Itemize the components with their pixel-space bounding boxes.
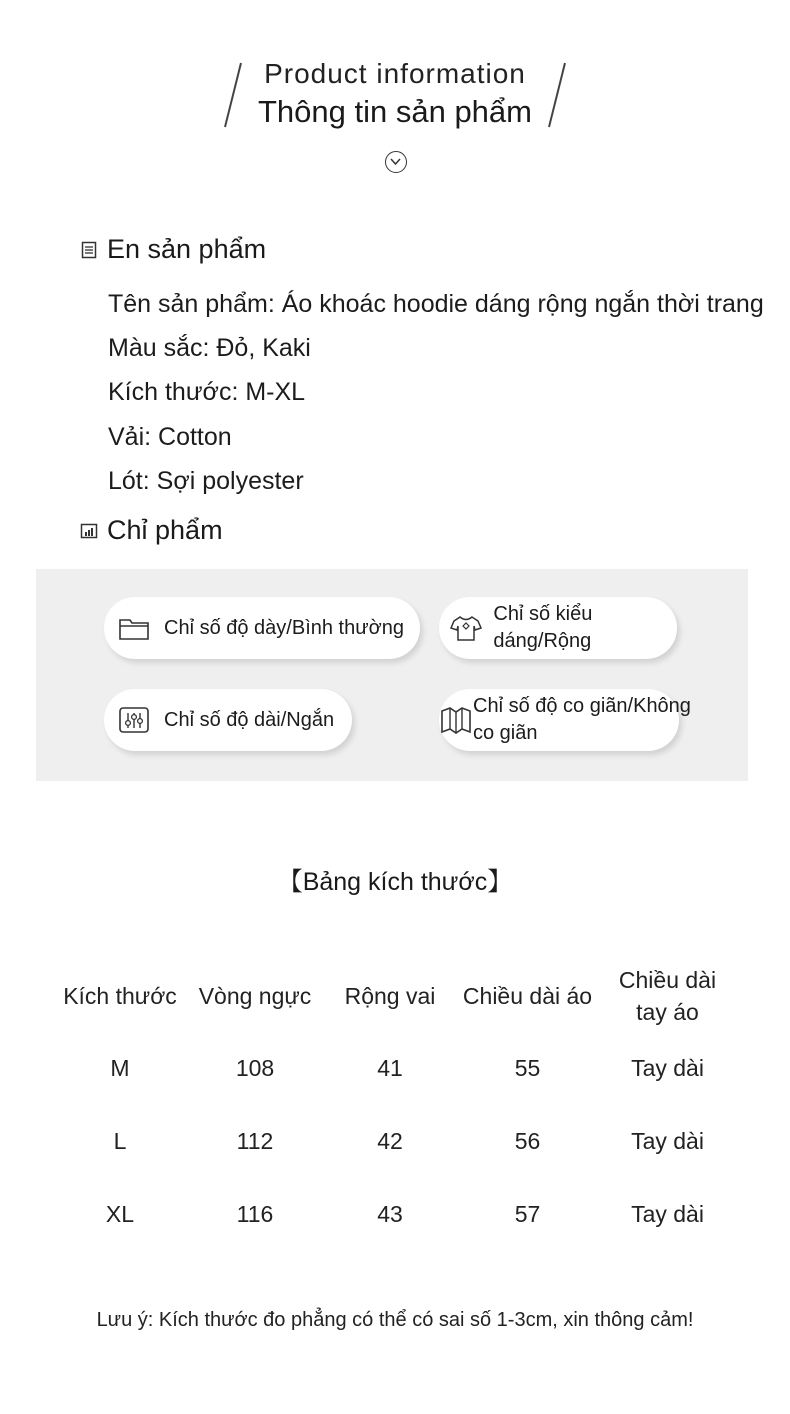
table-cell: 108 (235, 1055, 275, 1081)
table-cell: 55 (514, 1055, 541, 1081)
document-icon (80, 241, 98, 259)
product-section-heading (80, 234, 266, 265)
indicator-section-heading (80, 515, 223, 546)
table-header-line1: Chiều dài (618, 967, 717, 993)
indicator-label (473, 693, 691, 747)
table-cell: 57 (514, 1201, 541, 1227)
indicator-length (104, 689, 352, 751)
info-size: Kích thước: M-XL (108, 378, 306, 406)
folder-icon (118, 614, 150, 642)
shirt-icon (449, 613, 483, 643)
info-color: Màu sắc: Đỏ, Kaki (108, 334, 311, 362)
table-cell: 41 (377, 1055, 403, 1081)
table-cell: Tay dài (631, 1055, 704, 1081)
table-cell: Tay dài (631, 1128, 704, 1154)
table-cell: 42 (377, 1128, 403, 1154)
indicator-fit (439, 597, 677, 659)
table-cell: 116 (236, 1201, 274, 1227)
indicator-label: Chỉ số kiểu dáng/Rộng (493, 603, 593, 652)
indicator-thickness (104, 597, 420, 659)
info-lining: Lót: Sợi polyester (108, 467, 304, 495)
table-header (595, 964, 740, 1028)
table-header: Vòng ngực (198, 983, 312, 1009)
table-header-line2: tay áo (636, 999, 699, 1025)
map-icon (439, 705, 473, 735)
measurement-note: Lưu ý: Kích thước đo phẳng có thể có sai số 1-3cm, xin thông cảm! (96, 1309, 694, 1331)
indicator-label: Chỉ số độ dài/Ngắn (164, 708, 335, 731)
section-title: Chỉ phẩm (107, 515, 223, 545)
table-cell: XL (105, 1201, 135, 1227)
indicator-label-line2: co giãn (473, 722, 538, 744)
chevron-down-icon (385, 151, 407, 173)
table-header: Chiều dài áo (462, 983, 593, 1009)
indicator-panel (36, 569, 748, 781)
title-vietnamese: Thông tin sản phẩm (257, 94, 532, 129)
chart-icon (80, 522, 98, 540)
table-cell: M (110, 1055, 130, 1081)
table-cell: L (113, 1128, 127, 1154)
size-chart-title: 【Bảng kích thước】 (277, 868, 513, 896)
indicator-label-line1: Chỉ số độ co giãn/Không (473, 695, 691, 717)
indicator-label: Chỉ số độ dày/Bình thường (164, 616, 404, 639)
table-cell: 56 (514, 1128, 541, 1154)
table-header: Rộng vai (344, 983, 436, 1009)
info-product-name: Tên sản phẩm: Áo khoác hoodie dáng rộng ngắn thời trang (108, 290, 764, 318)
table-header: Kích thước (63, 983, 177, 1009)
table-cell: 43 (377, 1201, 403, 1227)
table-cell: Tay dài (631, 1201, 704, 1227)
section-title: En sản phẩm (107, 234, 267, 264)
table-cell: 112 (236, 1128, 274, 1154)
title-english: Product information (264, 58, 526, 89)
sliders-icon (118, 705, 150, 735)
page-header (0, 0, 790, 200)
info-fabric: Vải: Cotton (108, 423, 232, 451)
indicator-stretch (439, 689, 691, 751)
